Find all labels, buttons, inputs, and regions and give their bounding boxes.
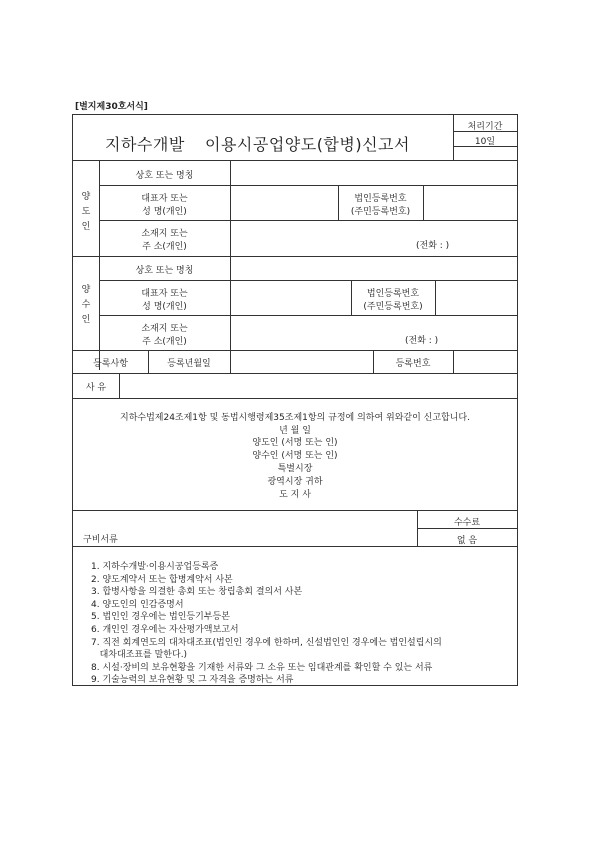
transferee-label: 양 수 인 — [81, 285, 91, 325]
transferor-addr-label-2: 주 소(개인) — [142, 242, 187, 252]
reg-number-label: 등록번호 — [395, 359, 431, 369]
transferor-corp-no-label-1: 법인등록번호 — [354, 194, 407, 204]
document-item: 7. 직전 회계연도의 대차대조표(법인인 경우에 한하며, 신설법인인 경우에는 법인설립시의 — [91, 637, 442, 648]
transferee-rep-label-2: 성 명(개인) — [142, 302, 187, 312]
document-item: 4. 양도인의 인감증명서 — [91, 599, 184, 610]
transferor-label: 양 도 인 — [81, 192, 91, 232]
transferee-corp-no-label-2: (주민등록번호) — [363, 302, 423, 312]
document-item: 2. 양도계약서 또는 합병계약서 사본 — [91, 574, 233, 585]
transferor-trade-name-label: 상호 또는 명칭 — [135, 171, 194, 181]
form-frame — [72, 114, 518, 686]
title-part2: 이용시공업양도(합병)신고서 — [205, 135, 410, 154]
transferor-rep-label-1: 대표자 또는 — [141, 194, 188, 204]
transferor-signature: 양도인 (서명 또는 인) — [252, 438, 338, 448]
transferee-corp-no-label-1: 법인등록번호 — [366, 289, 420, 299]
transferee-signature: 양수인 (서명 또는 인) — [252, 451, 338, 461]
reg-date-label: 등록년월일 — [167, 359, 211, 369]
processing-period-label: 처리기간 — [467, 122, 503, 132]
declaration-text: 지하수법제24조제1항 및 동법시행령제35조제1항의 규정에 의하여 위와같이 신고합니다. — [120, 413, 470, 423]
document-item: 9. 기술능력의 보유현황 및 그 자격을 증명하는 서류 — [91, 675, 294, 686]
transferee-trade-name-label: 상호 또는 명칭 — [135, 266, 194, 276]
processing-period-value: 10일 — [474, 137, 496, 147]
reason-label: 사 유 — [85, 383, 107, 393]
document-item: 5. 법인인 경우에는 법인등기부등본 — [91, 612, 230, 623]
title-part1: 지하수개발 — [105, 135, 185, 154]
transferee-rep-label-1: 대표자 또는 — [141, 289, 188, 299]
fee-value: 없 음 — [456, 536, 478, 546]
authority-line-1: 특별시장 — [277, 464, 313, 474]
documents-list — [91, 561, 442, 686]
document-item: 1. 지하수개발·이용시공업등록증 — [91, 562, 219, 572]
reg-matters-label: 등록사항 — [93, 359, 128, 369]
documents-label: 구비서류 — [83, 535, 118, 545]
transferor-corp-no-label-2: (주민등록번호) — [350, 207, 411, 217]
date-line: 년 월 일 — [279, 426, 311, 436]
document-item: 6. 개인인 경우에는 자산평가액보고서 — [91, 624, 239, 635]
document-item: 8. 시설·장비의 보유현황을 기재한 서류와 그 소유 또는 임대관계를 확인할 수 있는 서류 — [91, 662, 433, 673]
form-reference: [별지제30호서식] — [75, 102, 148, 112]
authority-line-2: 광역시장 귀하 — [267, 477, 323, 487]
document-item: 대차대조표를 말한다.) — [91, 650, 188, 661]
transferor-addr-label-1: 소재지 또는 — [141, 229, 188, 239]
transferee-addr-label-2: 주 소(개인) — [142, 337, 187, 347]
transferee-addr-label-1: 소재지 또는 — [141, 324, 188, 334]
transferor-phone: (전화 : ) — [416, 241, 450, 251]
fee-label: 수수료 — [453, 518, 481, 528]
authority-line-3: 도 지 사 — [279, 490, 311, 500]
document-item: 3. 합병사항을 의결한 총회 또는 창립총회 결의서 사본 — [91, 587, 303, 598]
transferee-phone: (전화 : ) — [405, 336, 439, 346]
transferor-rep-label-2: 성 명(개인) — [142, 207, 187, 217]
